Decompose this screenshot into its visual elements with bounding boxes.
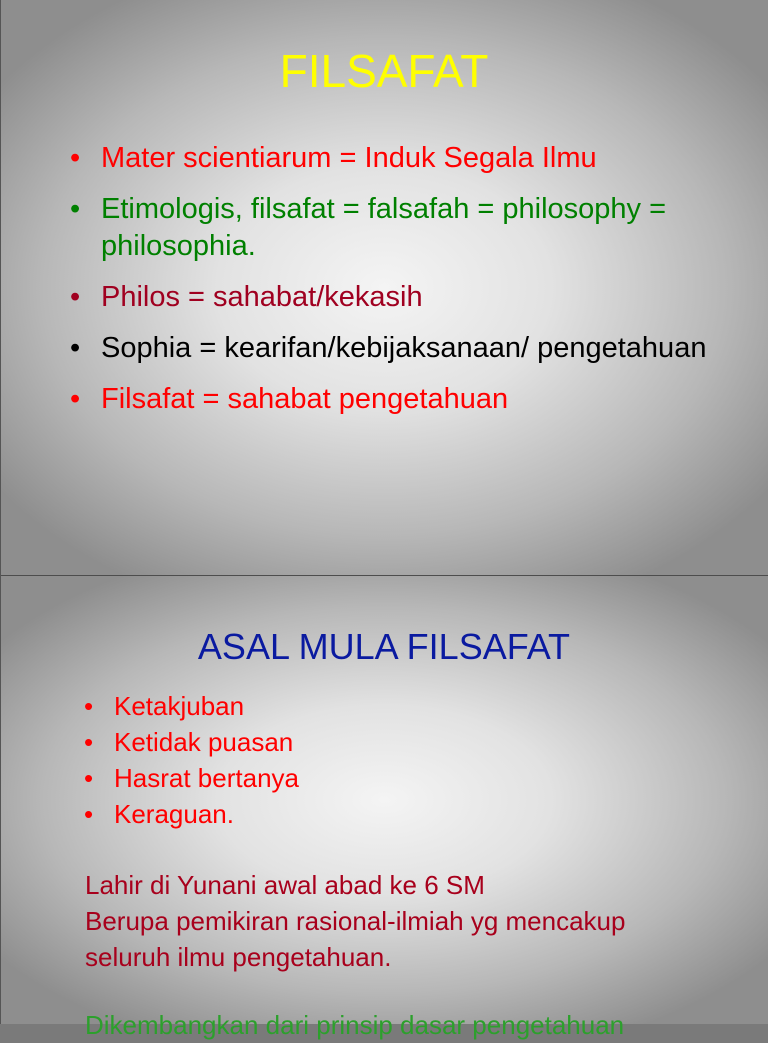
page-edge — [0, 0, 1, 1024]
bullet-text: Ketakjuban — [114, 691, 245, 721]
paragraph — [85, 867, 745, 975]
bullet-icon: • — [70, 281, 81, 313]
bullet-icon: • — [84, 763, 94, 793]
bullet-icon: • — [84, 799, 94, 829]
bullet-item — [84, 724, 684, 760]
bullet-list — [70, 140, 710, 432]
bullet-text: Sophia = kearifan/kebijaksanaan/ pengetahuan — [101, 332, 707, 364]
bullet-text: Ketidak puasan — [114, 727, 294, 757]
bullet-item — [84, 760, 684, 796]
bullet-text: Hasrat bertanya — [114, 763, 299, 793]
bullet-item — [70, 381, 710, 418]
bullet-item — [84, 796, 684, 832]
bullet-icon: • — [70, 193, 81, 225]
bullet-text: Keraguan. — [114, 799, 234, 829]
bullet-text: Philos = sahabat/kekasih — [101, 281, 423, 313]
bullet-text: Filsafat = sahabat pengetahuan — [101, 383, 509, 415]
slide-title: FILSAFAT — [279, 45, 489, 97]
paragraph-2 — [85, 1007, 745, 1043]
paragraph-line: seluruh ilmu pengetahuan. — [85, 942, 392, 972]
paragraph-line: Berupa pemikiran rasional-ilmiah yg mencakup — [85, 906, 626, 936]
slide-title-2: ASAL MULA FILSAFAT — [197, 626, 571, 667]
bullet-text: Etimologis, filsafat = falsafah = philosophy = philosophia. — [101, 193, 667, 262]
bullet-item — [70, 191, 710, 265]
bullet-item — [70, 140, 710, 177]
bullet-item — [70, 330, 710, 367]
paragraph-line: Lahir di Yunani awal abad ke 6 SM — [85, 870, 485, 900]
bullet-item — [70, 279, 710, 316]
bullet-list-2 — [84, 688, 684, 832]
bullet-icon: • — [84, 727, 94, 757]
bullet-icon: • — [70, 142, 81, 174]
bullet-item — [84, 688, 684, 724]
bullet-icon: • — [70, 332, 81, 364]
paragraph-line: Dikembangkan dari prinsip dasar pengetahuan — [85, 1010, 625, 1040]
bullet-icon: • — [70, 383, 81, 415]
bullet-text: Mater scientiarum = Induk Segala Ilmu — [101, 142, 597, 174]
bullet-icon: • — [84, 691, 94, 721]
